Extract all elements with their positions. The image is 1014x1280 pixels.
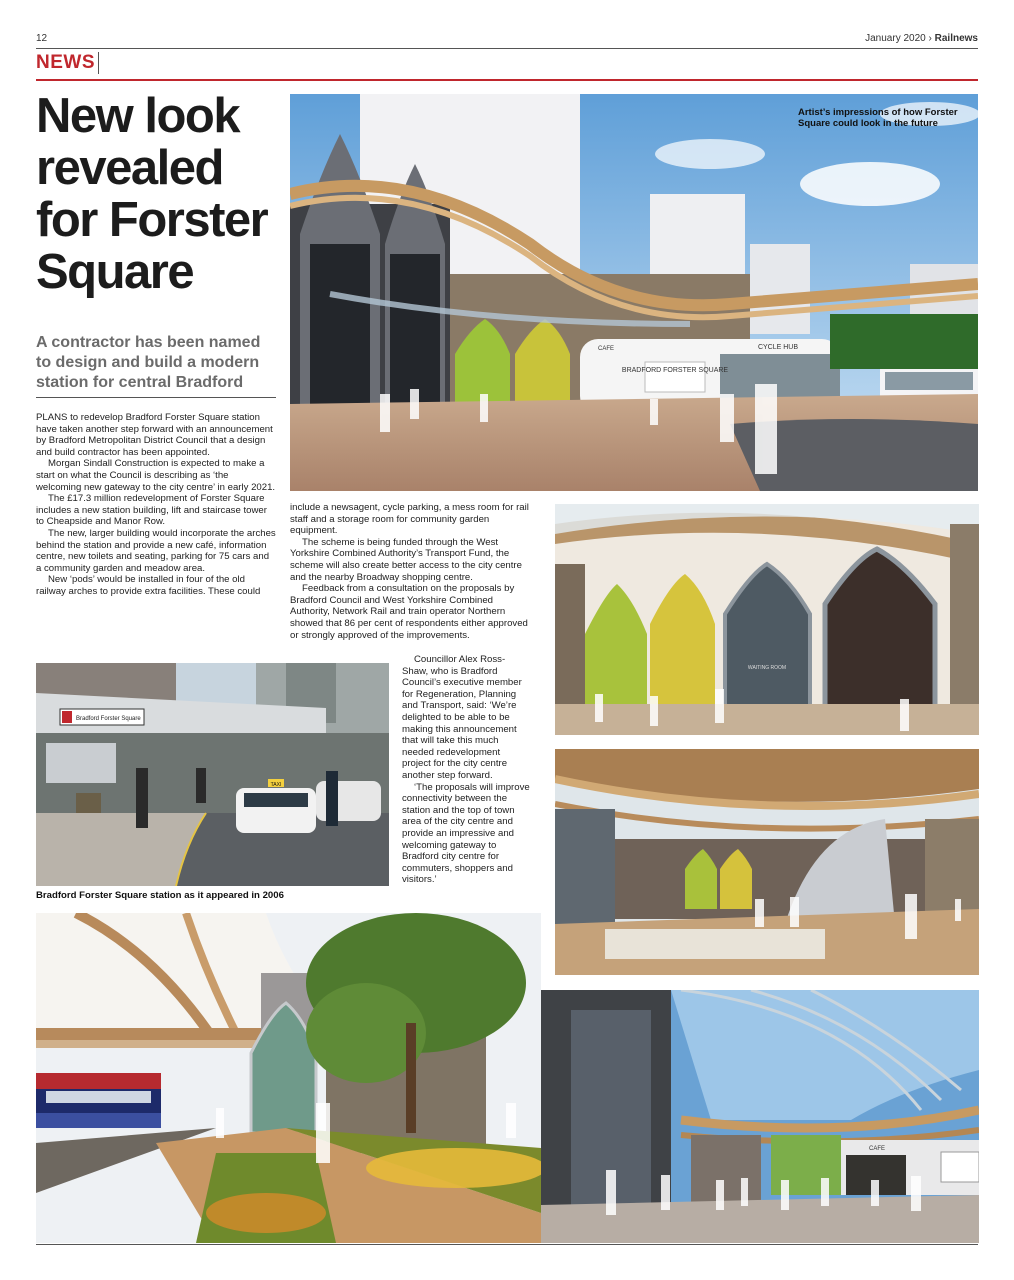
- paragraph: include a newsagent, cycle parking, a mess room for rail staff and a storage room for community garden equipment.: [290, 502, 529, 537]
- standfirst-rule: [36, 397, 276, 398]
- section-label: NEWS: [36, 52, 95, 73]
- page-number: 12: [36, 33, 48, 44]
- old-station-photo-2006: [36, 663, 389, 886]
- taxi-sign: TAXI: [270, 782, 282, 788]
- arches-pods-render: [555, 504, 979, 735]
- main-image-caption: Artist’s impressions of how Forster Square could look in the future: [798, 107, 958, 129]
- issue-line: [865, 33, 978, 44]
- main-station-render: [290, 94, 978, 491]
- top-rule: [36, 48, 978, 49]
- headline: New look revealed for Forster Square: [36, 89, 268, 299]
- cafe-sign: CAFE: [598, 346, 615, 352]
- section-rule: [36, 79, 978, 81]
- issue-separator: ›: [928, 33, 932, 44]
- waiting-room-sign: WAITING ROOM: [747, 665, 787, 671]
- publication-name: Railnews: [934, 33, 978, 44]
- cafe-sign-2: CAFE: [868, 1146, 886, 1152]
- old-photo-caption: Bradford Forster Square station as it appeared in 2006: [36, 890, 284, 901]
- bottom-rule: [36, 1244, 978, 1245]
- building-sign: BRADFORD FORSTER SQUARE: [621, 367, 729, 374]
- issue-date: January 2020: [865, 33, 926, 44]
- standfirst: A contractor has been named to design and build a modern station for central Bradford: [36, 334, 261, 391]
- old-station-sign: Bradford Forster Square: [76, 716, 141, 722]
- paragraph: Morgan Sindall Construction is expected to make a start on what the Council is describing as ‘the welcoming new gateway to the city centre’ in early 2021.: [36, 458, 276, 493]
- courtyard-render: [555, 749, 979, 975]
- paragraph: Councillor Alex Ross-Shaw, who is Bradford Council’s executive member for Regeneration, Planning and Transport, said: ‘We’re delighted to be able to be making this announcement that will take this much needed redevelopment project for the city centre another step forward.: [402, 654, 522, 781]
- paragraph: PLANS to redevelop Bradford Forster Square station have taken another step forward with an announcement by Bradford Metropolitan District Council that a design and build contractor has been appointed.: [36, 412, 273, 458]
- body-column-2: [290, 502, 530, 641]
- body-column-1: [36, 412, 276, 598]
- paragraph: Feedback from a consultation on the proposals by Bradford Council and West Yorkshire Combined Authority, Network Rail and train operator Northern showed that 86 per cent of respondents either approved or strongly approved of the improvements.: [290, 583, 528, 641]
- body-column-2-narrow: [402, 654, 530, 886]
- paragraph: ‘The proposals will improve connectivity between the station and the top of town area of the city centre and provide an impressive and welcoming gateway to Bradford city centre for commuters, shoppers and visitors.’: [402, 781, 530, 886]
- paragraph: New ‘pods’ would be installed in four of the old railway arches to provide extra facilities. These could: [36, 574, 261, 597]
- garden-render: [36, 913, 541, 1243]
- paragraph: The new, larger building would incorporate the arches behind the station and provide a new café, information centre, new toilets and seating, parking for 75 cars and a community garden and meadow area.: [36, 527, 276, 574]
- paragraph: The scheme is being funded through the West Yorkshire Combined Authority’s Transport Fund, the scheme will also create better access to the city centre and the nearby Broadway shopping centre.: [290, 536, 522, 583]
- canopy-cafe-render: [541, 990, 979, 1243]
- paragraph: The £17.3 million redevelopment of Forster Square includes a new station building, lift and staircase tower to Cheapside and Manor Row.: [36, 493, 267, 528]
- cycle-hub-sign: CYCLE HUB: [757, 344, 799, 351]
- section-divider: [98, 52, 99, 74]
